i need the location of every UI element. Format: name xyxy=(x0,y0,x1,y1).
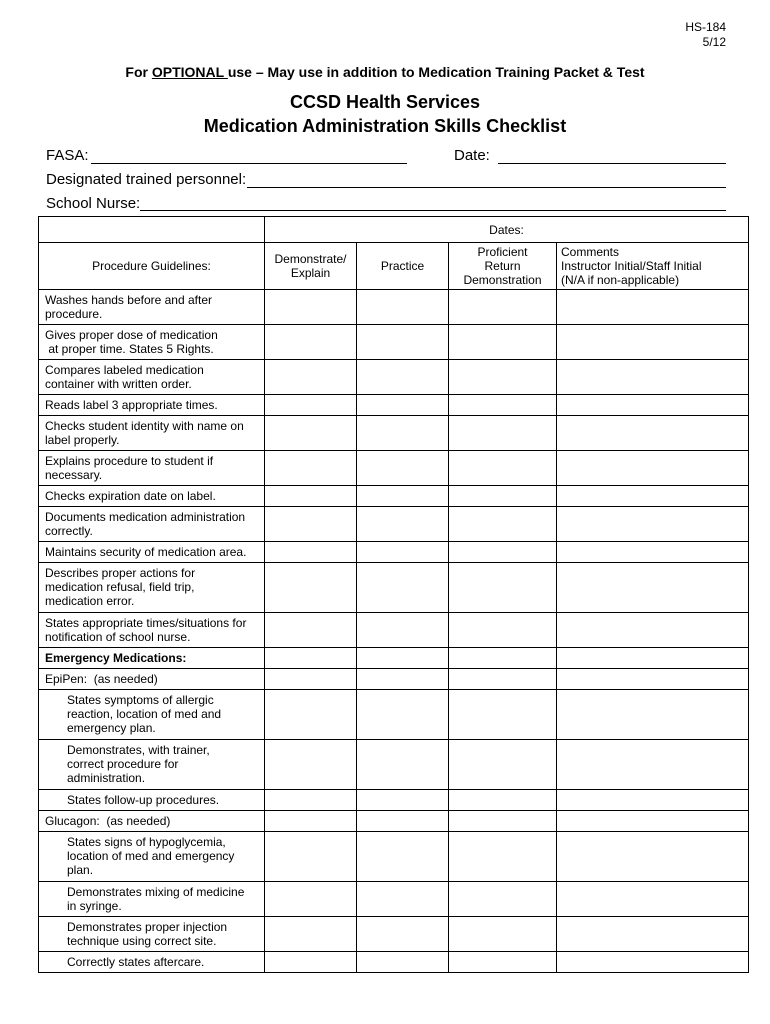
comments-header-line: (N/A if non-applicable) xyxy=(561,273,680,287)
procedure-header: Procedure Guidelines: xyxy=(39,243,265,290)
procedure-text: at proper time. States 5 Rights. xyxy=(45,342,214,356)
procedure-cell xyxy=(39,395,265,416)
proficient-cell[interactable] xyxy=(449,613,557,648)
table-row xyxy=(39,507,749,542)
fasa-label: FASA: xyxy=(46,147,89,164)
practice-cell[interactable] xyxy=(357,563,449,613)
comments-cell[interactable] xyxy=(557,669,749,690)
procedure-text: correct procedure for xyxy=(67,757,179,771)
table-row xyxy=(39,542,749,563)
practice-cell[interactable] xyxy=(357,325,449,360)
procedure-text: in syringe. xyxy=(67,899,122,913)
date-field[interactable] xyxy=(498,163,726,164)
practice-cell[interactable] xyxy=(357,882,449,917)
procedure-text: Checks expiration date on label. xyxy=(45,489,216,503)
procedure-text: Demonstrates proper injection xyxy=(67,920,228,934)
procedure-text: technique using correct site. xyxy=(67,934,217,948)
comments-cell[interactable] xyxy=(557,882,749,917)
demonstrate-cell[interactable] xyxy=(265,882,357,917)
procedure-text: emergency plan. xyxy=(67,721,156,735)
skills-checklist-table xyxy=(38,216,749,973)
proficient-cell[interactable] xyxy=(449,563,557,613)
demonstrate-cell[interactable] xyxy=(265,290,357,325)
form-version: 5/12 xyxy=(702,35,726,49)
practice-cell[interactable] xyxy=(357,811,449,832)
table-row xyxy=(39,790,749,811)
procedure-text: label properly. xyxy=(45,433,120,447)
date-label: Date: xyxy=(454,147,490,164)
procedure-text: Describes proper actions for xyxy=(45,566,196,580)
procedure-cell xyxy=(39,563,265,613)
table-row xyxy=(39,917,749,952)
procedure-text: States follow-up procedures. xyxy=(67,793,220,807)
practice-cell[interactable] xyxy=(357,648,449,669)
proficient-cell[interactable] xyxy=(449,669,557,690)
proficient-cell[interactable] xyxy=(449,325,557,360)
table-row xyxy=(39,395,749,416)
table-row xyxy=(39,451,749,486)
proficient-cell[interactable] xyxy=(449,917,557,952)
dates-blank-cell xyxy=(39,217,265,243)
procedure-cell xyxy=(39,416,265,451)
proficient-cell[interactable] xyxy=(449,690,557,740)
procedure-text: necessary. xyxy=(45,468,103,482)
comments-cell[interactable] xyxy=(557,416,749,451)
comments-cell[interactable] xyxy=(557,648,749,669)
procedure-cell xyxy=(39,669,265,690)
procedure-text: administration. xyxy=(67,771,146,785)
practice-cell[interactable] xyxy=(357,690,449,740)
demonstrate-cell[interactable] xyxy=(265,613,357,648)
table-row xyxy=(39,690,749,740)
demonstrate-cell[interactable] xyxy=(265,486,357,507)
comments-cell[interactable] xyxy=(557,832,749,882)
practice-cell[interactable] xyxy=(357,917,449,952)
practice-cell[interactable] xyxy=(357,542,449,563)
personnel-field[interactable] xyxy=(247,187,726,188)
practice-cell[interactable] xyxy=(357,507,449,542)
procedure-cell xyxy=(39,952,265,973)
table-row xyxy=(39,325,749,360)
demonstrate-cell[interactable] xyxy=(265,451,357,486)
proficient-cell[interactable] xyxy=(449,542,557,563)
procedure-text: Glucagon: (as needed) xyxy=(45,814,171,828)
procedure-cell xyxy=(39,740,265,790)
proficient-cell[interactable] xyxy=(449,395,557,416)
notice-post: use – May use in addition to Medication Training Packet & Test xyxy=(227,64,645,80)
procedure-cell xyxy=(39,882,265,917)
proficient-header-line: Proficient xyxy=(477,245,528,259)
table-row xyxy=(39,832,749,882)
practice-cell[interactable] xyxy=(357,451,449,486)
procedure-text: location of med and emergency xyxy=(67,849,235,863)
procedure-text: correctly. xyxy=(45,524,93,538)
procedure-text: Demonstrates, with trainer, xyxy=(67,743,210,757)
procedure-cell xyxy=(39,507,265,542)
practice-cell[interactable] xyxy=(357,486,449,507)
procedure-text: States signs of hypoglycemia, xyxy=(67,835,226,849)
comments-header xyxy=(557,243,749,290)
table-row xyxy=(39,360,749,395)
form-number: HS-184 xyxy=(685,20,726,34)
proficient-cell[interactable] xyxy=(449,507,557,542)
demonstrate-cell[interactable] xyxy=(265,507,357,542)
table-row xyxy=(39,486,749,507)
demonstrate-cell[interactable] xyxy=(265,395,357,416)
procedure-text: States appropriate times/situations for xyxy=(45,616,247,630)
procedure-text: Explains procedure to student if xyxy=(45,454,214,468)
proficient-cell[interactable] xyxy=(449,486,557,507)
demonstrate-cell[interactable] xyxy=(265,416,357,451)
procedure-text: plan. xyxy=(67,863,94,877)
comments-cell[interactable] xyxy=(557,395,749,416)
practice-cell[interactable] xyxy=(357,416,449,451)
table-row xyxy=(39,290,749,325)
procedure-text: reaction, location of med and xyxy=(67,707,222,721)
personnel-label: Designated trained personnel: xyxy=(46,171,247,188)
practice-cell[interactable] xyxy=(357,952,449,973)
procedure-cell xyxy=(39,542,265,563)
procedure-text: Demonstrates mixing of medicine xyxy=(67,885,245,899)
optional-use-notice xyxy=(0,64,770,80)
proficient-cell[interactable] xyxy=(449,360,557,395)
demonstrate-cell[interactable] xyxy=(265,542,357,563)
proficient-header-line: Demonstration xyxy=(463,273,542,287)
procedure-cell xyxy=(39,790,265,811)
procedure-text: Checks student identity with name on xyxy=(45,419,244,433)
table-row xyxy=(39,740,749,790)
procedure-cell xyxy=(39,486,265,507)
comments-cell[interactable] xyxy=(557,917,749,952)
comments-cell[interactable] xyxy=(557,952,749,973)
procedure-cell xyxy=(39,613,265,648)
notice-emphasis: OPTIONAL xyxy=(151,64,228,80)
procedure-cell xyxy=(39,648,265,669)
demonstrate-cell[interactable] xyxy=(265,360,357,395)
practice-cell[interactable] xyxy=(357,290,449,325)
procedure-cell xyxy=(39,325,265,360)
proficient-cell[interactable] xyxy=(449,882,557,917)
procedure-text: notification of school nurse. xyxy=(45,630,191,644)
procedure-cell xyxy=(39,917,265,952)
demonstrate-cell[interactable] xyxy=(265,832,357,882)
demonstrate-cell[interactable] xyxy=(265,917,357,952)
procedure-text: Emergency Medications: xyxy=(45,651,187,665)
procedure-text: procedure. xyxy=(45,307,103,321)
demonstrate-cell[interactable] xyxy=(265,790,357,811)
procedure-text: States symptoms of allergic xyxy=(67,693,214,707)
procedure-text: Reads label 3 appropriate times. xyxy=(45,398,218,412)
comments-cell[interactable] xyxy=(557,290,749,325)
practice-cell[interactable] xyxy=(357,669,449,690)
comments-header-line: Comments xyxy=(561,245,620,259)
proficient-cell[interactable] xyxy=(449,416,557,451)
comments-header-line: Instructor Initial/Staff Initial xyxy=(561,259,702,273)
procedure-text: Compares labeled medication xyxy=(45,363,204,377)
procedure-text: container with written order. xyxy=(45,377,192,391)
comments-cell[interactable] xyxy=(557,542,749,563)
table-row xyxy=(39,882,749,917)
comments-cell[interactable] xyxy=(557,507,749,542)
practice-cell[interactable] xyxy=(357,740,449,790)
procedure-cell xyxy=(39,290,265,325)
fasa-field[interactable] xyxy=(91,163,407,164)
demonstrate-cell[interactable] xyxy=(265,811,357,832)
table-row xyxy=(39,952,749,973)
procedure-text: Maintains security of medication area. xyxy=(45,545,247,559)
proficient-cell[interactable] xyxy=(449,952,557,973)
procedure-cell xyxy=(39,811,265,832)
demonstrate-header xyxy=(265,243,357,290)
procedure-cell xyxy=(39,690,265,740)
comments-cell[interactable] xyxy=(557,790,749,811)
practice-cell[interactable] xyxy=(357,613,449,648)
demonstrate-cell[interactable] xyxy=(265,325,357,360)
practice-cell[interactable] xyxy=(357,360,449,395)
demonstrate-cell[interactable] xyxy=(265,648,357,669)
comments-cell[interactable] xyxy=(557,563,749,613)
demonstrate-cell[interactable] xyxy=(265,669,357,690)
nurse-field[interactable] xyxy=(140,210,726,211)
demonstrate-header-line: Demonstrate/ xyxy=(274,252,347,266)
demonstrate-cell[interactable] xyxy=(265,563,357,613)
comments-cell[interactable] xyxy=(557,325,749,360)
comments-cell[interactable] xyxy=(557,740,749,790)
proficient-cell[interactable] xyxy=(449,648,557,669)
comments-cell[interactable] xyxy=(557,451,749,486)
procedure-text: Gives proper dose of medication xyxy=(45,328,218,342)
procedure-cell xyxy=(39,832,265,882)
proficient-cell[interactable] xyxy=(449,290,557,325)
table-row xyxy=(39,669,749,690)
page-subtitle: Medication Administration Skills Checklist xyxy=(203,116,567,136)
proficient-cell[interactable] xyxy=(449,832,557,882)
procedure-cell xyxy=(39,451,265,486)
comments-cell[interactable] xyxy=(557,811,749,832)
table-row xyxy=(39,416,749,451)
comments-cell[interactable] xyxy=(557,690,749,740)
table-row xyxy=(39,811,749,832)
notice-pre: For xyxy=(125,64,152,80)
demonstrate-cell[interactable] xyxy=(265,952,357,973)
table-row xyxy=(39,648,749,669)
table-row xyxy=(39,563,749,613)
procedure-text: Correctly states aftercare. xyxy=(67,955,205,969)
practice-cell[interactable] xyxy=(357,790,449,811)
practice-cell[interactable] xyxy=(357,395,449,416)
practice-header: Practice xyxy=(357,243,449,290)
demonstrate-cell[interactable] xyxy=(265,740,357,790)
comments-cell[interactable] xyxy=(557,360,749,395)
practice-cell[interactable] xyxy=(357,832,449,882)
comments-cell[interactable] xyxy=(557,486,749,507)
comments-cell[interactable] xyxy=(557,613,749,648)
proficient-cell[interactable] xyxy=(449,740,557,790)
proficient-header-line: Return xyxy=(484,259,521,273)
proficient-header xyxy=(449,243,557,290)
nurse-label: School Nurse: xyxy=(46,195,141,212)
proficient-cell[interactable] xyxy=(449,790,557,811)
dates-header: Dates: xyxy=(265,217,749,243)
proficient-cell[interactable] xyxy=(449,811,557,832)
procedure-text: Washes hands before and after xyxy=(45,293,212,307)
procedure-text: medication error. xyxy=(45,594,135,608)
page-title: CCSD Health Services xyxy=(289,92,481,112)
procedure-cell xyxy=(39,360,265,395)
procedure-text: Documents medication administration xyxy=(45,510,246,524)
procedure-text: EpiPen: (as needed) xyxy=(45,672,158,686)
proficient-cell[interactable] xyxy=(449,451,557,486)
demonstrate-cell[interactable] xyxy=(265,690,357,740)
procedure-text: medication refusal, field trip, xyxy=(45,580,195,594)
demonstrate-header-line: Explain xyxy=(290,266,331,280)
form-code xyxy=(685,20,726,50)
table-row xyxy=(39,613,749,648)
